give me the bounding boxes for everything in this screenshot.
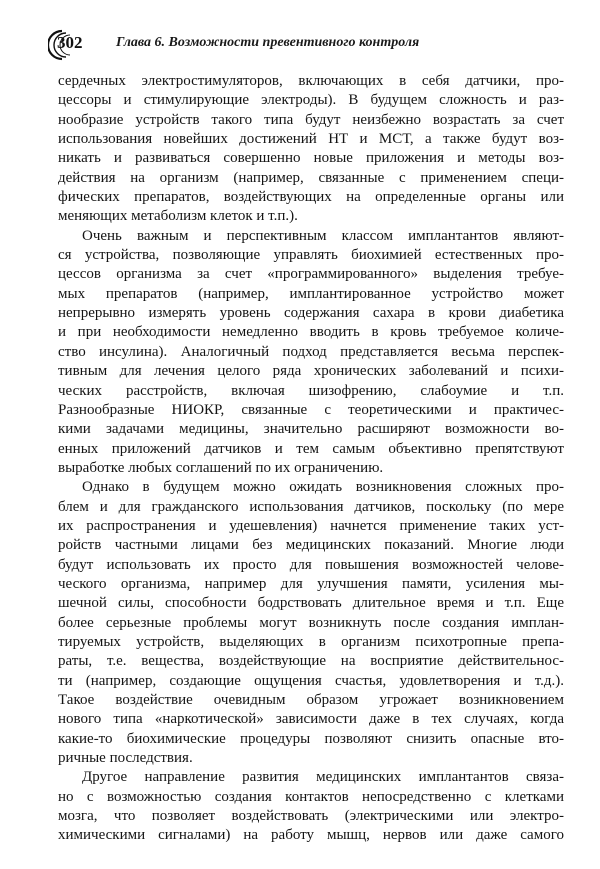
- text-line: мозга, что позволяет воздействовать (электрическими или электро-: [58, 808, 564, 825]
- text-line: непрерывно измерять уровень содержания сахара в крови диабетика: [58, 305, 564, 322]
- text-line: ческих расстройств, включая шизофрению, слабоумие и т.п.: [58, 382, 564, 399]
- text-line: фических препаратов, воздействующих на определенные органы или: [58, 189, 564, 206]
- text-line: Такое воздействие очевидным образом угрожает возникновением: [58, 692, 564, 708]
- text-line: их распространения и удешевления) начнется применение таких уст-: [58, 517, 564, 534]
- text-line: сердечных электростимуляторов, включающих в себя датчики, про-: [58, 73, 564, 89]
- text-line: ство инсулина). Аналогичный подход представляется весьма перспек-: [58, 343, 564, 360]
- page-header: [48, 28, 568, 62]
- text-line: енных приложений датчиков и тем самым объективно препятствуют: [58, 440, 564, 457]
- text-line: Очень важным и перспективным классом имплантантов являют-: [82, 227, 564, 244]
- text-line: химическими сигналами) на работу мышц, нервов или даже самого: [58, 827, 564, 844]
- text-line: цессов организма за счет «программированного» выделения требуе-: [58, 266, 564, 283]
- text-line: более серьезные проблемы могут возникнуть после создания имплан-: [58, 614, 564, 631]
- text-line: Однако в будущем можно ожидать возникновения сложных про-: [82, 479, 564, 496]
- text-line: мых препаратов (например, имплантированное устройство может: [58, 285, 564, 302]
- text-line: нообразие устройств такого типа будут неизбежно возрастать за счет: [58, 111, 564, 128]
- text-line: ческого организма, например для улучшения памяти, усиления мы-: [58, 575, 564, 592]
- text-line: раты, т.е. вещества, воздействующие на восприятие действительнос-: [58, 653, 564, 670]
- text-line: ричные последствия.: [58, 750, 193, 767]
- text-line: меняющих метаболизм клеток и т.п.).: [58, 208, 298, 225]
- text-line: но с возможностью создания контактов непосредственно с клетками: [58, 788, 564, 805]
- running-head: Глава 6. Возможности превентивного контроля: [116, 35, 420, 50]
- text-line: ройств частными лицами без медицинских показаний. Многие люди: [58, 537, 564, 554]
- text-line: ти (например, создающие ощущения счастья, удовлетворения и т.д.).: [58, 672, 564, 689]
- text-line: будут использовать их просто для повышения возможностей челове-: [58, 556, 564, 573]
- text-line: Другое направление развития медицинских имплантантов связа-: [82, 769, 564, 786]
- body-text: [58, 72, 564, 846]
- text-line: тивным для лечения целого ряда хронических заболеваний и психи-: [58, 363, 564, 380]
- text-line: какие-то биохимические процедуры позволяют снизить опасные вто-: [58, 730, 564, 747]
- page-number-badge: [48, 28, 98, 62]
- text-line: кими задачами медицины, значительно расширяют возможности во-: [58, 421, 564, 438]
- text-line: никать и развиваться совершенно новые приложения и методы воз-: [58, 150, 564, 167]
- text-line: выработке любых соглашений по их ограничению.: [58, 459, 384, 476]
- text-line: тируемых устройств, выделяющих в организм психотропные препа-: [58, 633, 564, 650]
- text-line: блем и для гражданского использования датчиков, поскольку (по мере: [58, 498, 564, 515]
- text-line: использования новейших достижений НТ и МСТ, а также будут воз-: [58, 131, 564, 148]
- paragraph: [58, 227, 564, 478]
- text-line: нового типа «наркотической» зависимости даже в тех случаях, когда: [58, 711, 564, 728]
- text-line: и при необходимости немедленно вводить в кровь требуемое количе-: [58, 324, 564, 341]
- text-line: действия на организм (например, связанные с применением специ-: [58, 169, 564, 186]
- text-line: Разнообразные НИОКР, связанные с теоретическими и практичес-: [58, 401, 564, 418]
- page-number: 302: [57, 33, 83, 52]
- paragraph: [58, 768, 564, 845]
- text-line: ся устройства, позволяющие управлять биохимией естественных про-: [58, 247, 564, 264]
- text-line: шечной силы, способности бодрствовать длительное время и т.п. Еще: [58, 595, 564, 612]
- paragraph: [58, 478, 564, 768]
- text-line: цессоры и стимулирующие электроды). В будущем сложность и раз-: [58, 92, 564, 109]
- paragraph: [58, 72, 564, 227]
